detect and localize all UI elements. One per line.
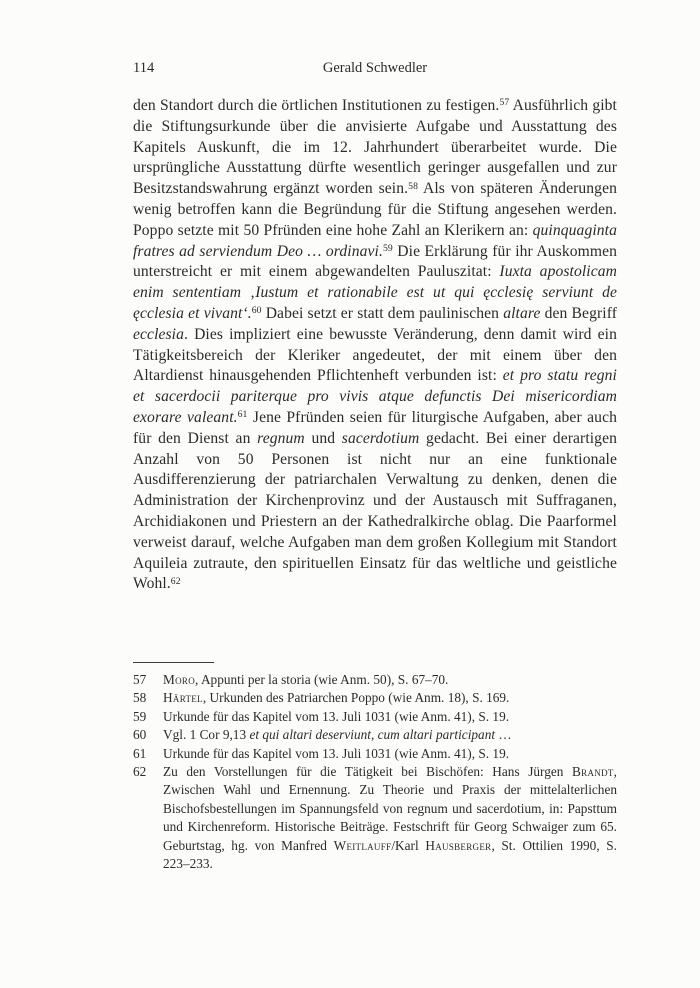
footnote-text: Urkunde für das Kapitel vom 13. Juli 1031 (wie Anm. 41), S. 19. (163, 745, 510, 761)
footnote (133, 689, 617, 707)
footnote (133, 726, 617, 744)
running-head: Gerald Schwedler (322, 60, 428, 76)
footnote (133, 708, 617, 726)
page-header (133, 60, 617, 78)
body-paragraph: den Standort durch die örtlichen Institutionen zu festigen.$^{57}$ Ausführlich gibt die Stiftungsurkunde über die anvisierte Aufgabe und Ausstattung des Kapitels Auskunft, die im 12. Jahrhundert überarbeitet wurde. Die ursprüngliche Ausstattung dürfte wesentlich geringer ausgefallen und zur Besitzstandswahrung ergänzt worden sein.$^{58}$ Als von späteren Änderungen wenig betroffen kann die Begründung für die Stiftung angesehen werden. Poppo setzte mit 50 Pfründen eine hohe Zahl an Klerikern an: quinquaginta fratres ad serviendum Deo … ordinavi.$^{59}$ Die Erklärung für ihr Auskommen unterstreicht er mit einem abgewandelten Pauluszitat: Iuxta apostolicam enim sententiam ‚Iustum et rationabile est ut qui ęcclesię serviunt de ęcclesia et vivant‘.$^{60}$ Dabei setzt er statt dem paulinischen altare den Begriff ecclesia. Dies impliziert eine bewusste Veränderung, denn damit wird ein Tätigkeitsbereich der Kleriker angedeutet, der mit einem über den Altardienst hinausgehenden Pflichtenheft verbunden ist: et pro statu regni et sacerdocii pariterque pro vivis atque defunctis Dei misericordiam exorare valeant.$^{61}$ Jene Pfründen seien für liturgische Aufgaben, aber auch für den Dienst an regnum und sacerdotium gedacht. Bei einer derartigen Anzahl von 50 Personen ist nicht nur an eine funktionale Ausdifferenzierung der patriarchalen Verwaltung zu denken, denen die Administration der Kirchenprovinz und der Austausch mit Suffraganen, Archidiakonen und Priestern an der Kathedralkirche oblag. Die Paarformel verweist darauf, welche Aufgaben man dem großen Kollegium mit Standort Aquileia zutraute, den spirituellen Einsatz für das weltliche und geistliche Wohl.$^{62}$ (133, 97, 618, 593)
footnote-number: 58 (133, 690, 147, 706)
footnote-number: 62 (133, 764, 147, 780)
footnote (133, 745, 617, 763)
footnote-text: Härtel, Urkunden des Patriarchen Poppo (wie Anm. 18), S. 169. (163, 690, 510, 706)
footnote-separator-rule (133, 662, 214, 663)
footnote-list (133, 671, 617, 873)
footnote-text: Zu den Vorstellungen für die Tätigkeit bei Bischöfen: Hans Jürgen Brandt, Zwischen Wahl und Ernennung. Zu Theorie und Praxis der mittelalterlichen Bischofsbestellungen im Spannungsfeld von regnum und sacerdotium, in: Papsttum und Kirchenreform. Historische Beiträge. Festschrift für Georg Schwaiger zum 65. Geburtstag, hg. von Manfred Weitlauff/Karl Hausberger, St. Ottilien 1990, S. 223–233. (163, 764, 618, 872)
footnote-text: Vgl. 1 Cor 9,13 et qui altari deserviunt, cum altari participant … (163, 727, 512, 743)
footnote-number: 60 (133, 727, 147, 743)
footnote-number: 57 (133, 672, 147, 687)
footnote (133, 671, 617, 689)
footnote-text: Urkunde für das Kapitel vom 13. Juli 1031 (wie Anm. 41), S. 19. (163, 708, 510, 724)
footnote-number: 61 (133, 745, 147, 761)
footnote-number: 59 (133, 708, 147, 724)
footnote (133, 763, 617, 873)
footnote-text: Moro, Appunti per la storia (wie Anm. 50), S. 67–70. (163, 672, 449, 687)
page-number: 114 (133, 60, 155, 76)
